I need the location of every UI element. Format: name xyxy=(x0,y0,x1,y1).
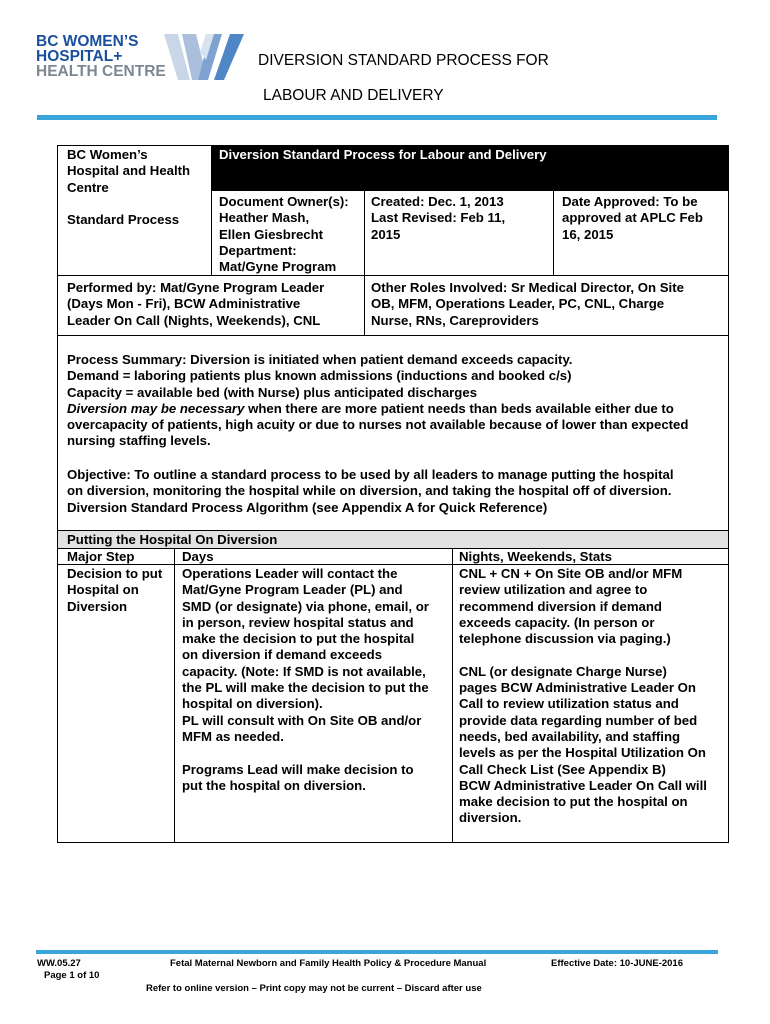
objective-line: Objective: To outline a standard process to be used by all leaders to manage putting the hospital xyxy=(67,467,674,482)
nights-line: needs, bed availability, and staffing xyxy=(459,728,681,744)
org-line: Hospital and Health xyxy=(67,163,191,179)
nights-line: diversion. xyxy=(459,810,522,826)
summary-line xyxy=(67,401,688,417)
section-title: Putting the Hospital On Diversion xyxy=(67,532,278,547)
logo-line-2: HOSPITAL+ xyxy=(36,48,123,65)
column-header-days: Days xyxy=(182,549,214,564)
org-line: Centre xyxy=(67,179,109,195)
approved-line: approved at APLC Feb xyxy=(562,210,703,226)
org-line: BC Women’s xyxy=(67,147,148,162)
nights-line: make decision to put the hospital on xyxy=(459,794,688,810)
step-line: Decision to put xyxy=(67,566,163,581)
header-divider xyxy=(37,115,717,120)
days-line: hospital on diversion). xyxy=(182,696,323,712)
rule xyxy=(57,275,729,276)
performed-line: Leader On Call (Nights, Weekends), CNL xyxy=(67,312,321,328)
organization-logo-text xyxy=(36,34,166,79)
rule xyxy=(553,191,554,275)
days-line: PL will consult with On Site OB and/or xyxy=(182,712,422,728)
owners-line: Department: xyxy=(219,242,297,258)
summary-text: when there are more patient needs than beds available either due to xyxy=(244,400,674,416)
nights-line: BCW Administrative Leader On Call will xyxy=(459,777,707,793)
summary-line: nursing staffing levels. xyxy=(67,433,211,449)
summary-line: Process Summary: Diversion is initiated when patient demand exceeds capacity. xyxy=(67,352,573,367)
days-line: SMD (or designate) via phone, email, or xyxy=(182,598,429,614)
days-line: make the decision to put the hospital xyxy=(182,631,415,647)
summary-line: Demand = laboring patients plus known admissions (inductions and booked c/s) xyxy=(67,368,572,384)
days-spacer xyxy=(182,745,429,761)
footer-page-number: Page 1 of 10 xyxy=(44,970,100,981)
objective-line: Diversion Standard Process Algorithm (see Appendix A for Quick Reference) xyxy=(67,499,548,515)
performed-by xyxy=(67,280,324,329)
nights-line: provide data regarding number of bed xyxy=(459,712,698,728)
document-title-line-2: LABOUR AND DELIVERY xyxy=(263,87,444,104)
rule xyxy=(57,564,729,565)
days-cell xyxy=(182,566,429,794)
days-line: MFM as needed. xyxy=(182,728,284,744)
days-line: put the hospital on diversion. xyxy=(182,777,366,793)
rule xyxy=(211,145,212,275)
created-line: Created: Dec. 1, 2013 xyxy=(371,194,504,209)
logo-w-mark-icon xyxy=(164,30,246,84)
nights-line: recommend diversion if demand xyxy=(459,598,662,614)
column-header-major-step: Major Step xyxy=(67,549,135,564)
owners-line: Mat/Gyne Program xyxy=(219,259,337,275)
rule xyxy=(364,191,365,336)
days-line: on diversion if demand exceeds xyxy=(182,647,383,663)
rule xyxy=(452,548,453,843)
footer-note: Refer to online version – Print copy may not be current – Discard after use xyxy=(146,983,482,994)
major-step-cell xyxy=(67,566,162,615)
footer-effective-date: Effective Date: 10-JUNE-2016 xyxy=(551,958,684,969)
nights-line: telephone discussion via paging.) xyxy=(459,631,671,647)
nights-line: review utilization and agree to xyxy=(459,582,648,598)
other-roles xyxy=(371,280,684,329)
summary-line: overcapacity of patients, high acuity or due to nurses not available because of lower than expected xyxy=(67,417,689,433)
nights-line: Call Check List (See Appendix B) xyxy=(459,761,666,777)
nights-cell xyxy=(459,566,707,827)
summary-line: Capacity = available bed (with Nurse) plus anticipated discharges xyxy=(67,384,478,400)
logo-line-1: BC WOMEN’S xyxy=(36,33,139,50)
owners-line: Heather Mash, xyxy=(219,210,310,226)
days-line: Programs Lead will make decision to xyxy=(182,761,414,777)
roles-line: OB, MFM, Operations Leader, PC, CNL, Charge xyxy=(371,296,665,312)
column-header-nights: Nights, Weekends, Stats xyxy=(459,549,612,564)
document-type: Standard Process xyxy=(67,212,180,227)
days-line: capacity. (Note: If SMD is not available, xyxy=(182,663,426,679)
created-line: Last Revised: Feb 11, xyxy=(371,210,506,226)
approved-line: 16, 2015 xyxy=(562,226,614,242)
document-owners xyxy=(219,194,349,275)
nights-spacer xyxy=(459,647,707,663)
performed-line: (Days Mon - Fri), BCW Administrative xyxy=(67,296,301,312)
summary-emphasis: Diversion may be necessary xyxy=(67,400,245,416)
footer-manual-title: Fetal Maternal Newborn and Family Health Policy & Procedure Manual xyxy=(170,958,487,969)
approved-date xyxy=(562,194,703,243)
days-line: in person, review hospital status and xyxy=(182,614,414,630)
days-line: Mat/Gyne Program Leader (PL) and xyxy=(182,582,403,598)
performed-line: Performed by: Mat/Gyne Program Leader xyxy=(67,280,325,295)
step-line: Hospital on xyxy=(67,582,139,598)
nights-line: CNL (or designate Charge Nurse) xyxy=(459,663,667,679)
created-line: 2015 xyxy=(371,226,401,242)
document-title-line-1: DIVERSION STANDARD PROCESS FOR xyxy=(258,52,549,69)
process-summary xyxy=(67,352,688,450)
days-line: the PL will make the decision to put the xyxy=(182,680,429,696)
nights-line: CNL + CN + On Site OB and/or MFM xyxy=(459,566,683,581)
days-line: Operations Leader will contact the xyxy=(182,566,398,581)
footer-doc-number: WW.05.27 xyxy=(37,958,81,969)
created-date xyxy=(371,194,505,243)
nights-line: pages BCW Administrative Leader On xyxy=(459,680,696,696)
nights-line: exceeds capacity. (In person or xyxy=(459,614,655,630)
objective-line: on diversion, monitoring the hospital while on diversion, and taking the hospital off of diversion. xyxy=(67,483,672,499)
owners-line: Document Owner(s): xyxy=(219,194,349,209)
organization-name xyxy=(67,147,190,196)
logo-line-3: HEALTH CENTRE xyxy=(36,63,166,80)
roles-line: Other Roles Involved: Sr Medical Director, On Site xyxy=(371,280,684,295)
nights-line: levels as per the Hospital Utilization On xyxy=(459,745,706,761)
approved-line: Date Approved: To be xyxy=(562,194,698,209)
objective xyxy=(67,467,674,516)
rule xyxy=(174,548,175,843)
document-title-text: Diversion Standard Process for Labour and Delivery xyxy=(219,147,547,162)
nights-line: Call to review utilization status and xyxy=(459,696,679,712)
owners-line: Ellen Giesbrecht xyxy=(219,226,324,242)
footer-divider xyxy=(36,950,718,954)
step-line: Diversion xyxy=(67,598,128,614)
roles-line: Nurse, RNs, Careproviders xyxy=(371,312,539,328)
